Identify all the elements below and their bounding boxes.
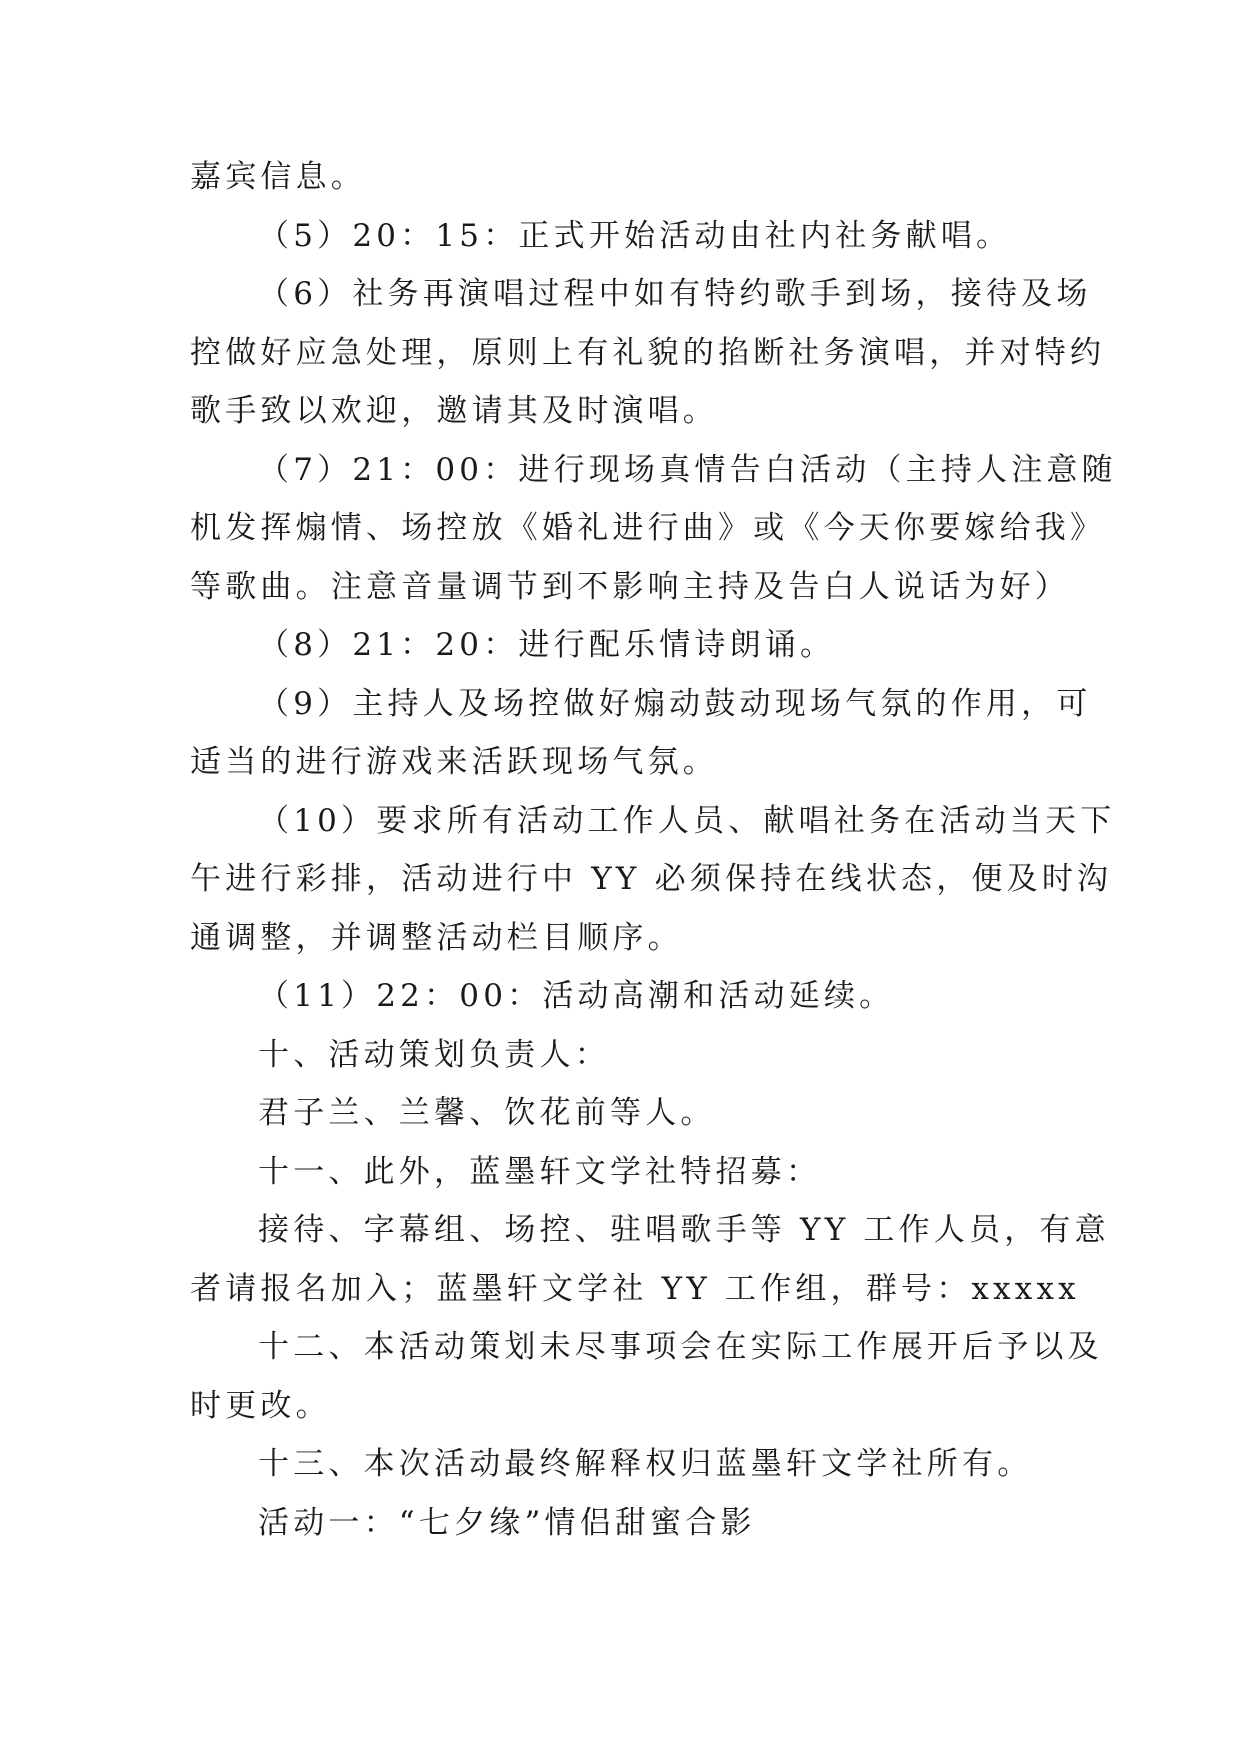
text-line: （5）20：15：正式开始活动由社内社务献唱。 (258, 217, 1012, 254)
text-line: 控做好应急处理，原则上有礼貌的掐断社务演唱，并对特约 (190, 334, 1106, 371)
text-line: 通调整，并调整活动栏目顺序。 (190, 919, 683, 956)
text-line: （9）主持人及场控做好煽动鼓动现场气氛的作用，可 (258, 685, 1092, 722)
text-line: （10）要求所有活动工作人员、献唱社务在活动当天下 (258, 802, 1116, 839)
text-line: （11）22：00：活动高潮和活动延续。 (258, 978, 895, 1014)
text-line: 活动一：“七夕缘”情侣甜蜜合影 (258, 1504, 756, 1541)
text-line: 接待、字幕组、场控、驻唱歌手等 YY 工作人员，有意 (258, 1212, 1110, 1248)
text-line: 时更改。 (190, 1387, 331, 1424)
text-line: （6）社务再演唱过程中如有特约歌手到场，接待及场 (258, 276, 1092, 312)
text-line: 十、活动策划负责人： (258, 1036, 610, 1073)
text-line: 歌手致以欢迎，邀请其及时演唱。 (190, 393, 718, 429)
text-line: 嘉宾信息。 (190, 159, 366, 195)
text-line: 者请报名加入；蓝墨轩文学社 YY 工作组，群号：xxxxx (190, 1270, 1080, 1307)
text-line: （7）21：00：进行现场真情告白活动（主持人注意随 (258, 451, 1117, 488)
text-line: 十三、本次活动最终解释权归蓝墨轩文学社所有。 (258, 1446, 1033, 1482)
text-line: 机发挥煽情、场控放《婚礼进行曲》或《今天你要嫁给我》 (190, 510, 1106, 546)
text-line: 君子兰、兰馨、饮花前等人。 (258, 1095, 716, 1131)
text-line: 十二、本活动策划未尽事项会在实际工作展开后予以及 (258, 1329, 1103, 1365)
text-line: 适当的进行游戏来活跃现场气氛。 (190, 744, 718, 780)
text-line: 十一、此外，蓝墨轩文学社特招募： (258, 1153, 822, 1190)
document-body (190, 148, 1117, 1552)
text-line: 等歌曲。注意音量调节到不影响主持及告白人说话为好） (190, 568, 1070, 605)
text-line: 午进行彩排，活动进行中 YY 必须保持在线状态，便及时沟 (190, 861, 1113, 897)
text-line: （8）21：20：进行配乐情诗朗诵。 (258, 627, 836, 663)
